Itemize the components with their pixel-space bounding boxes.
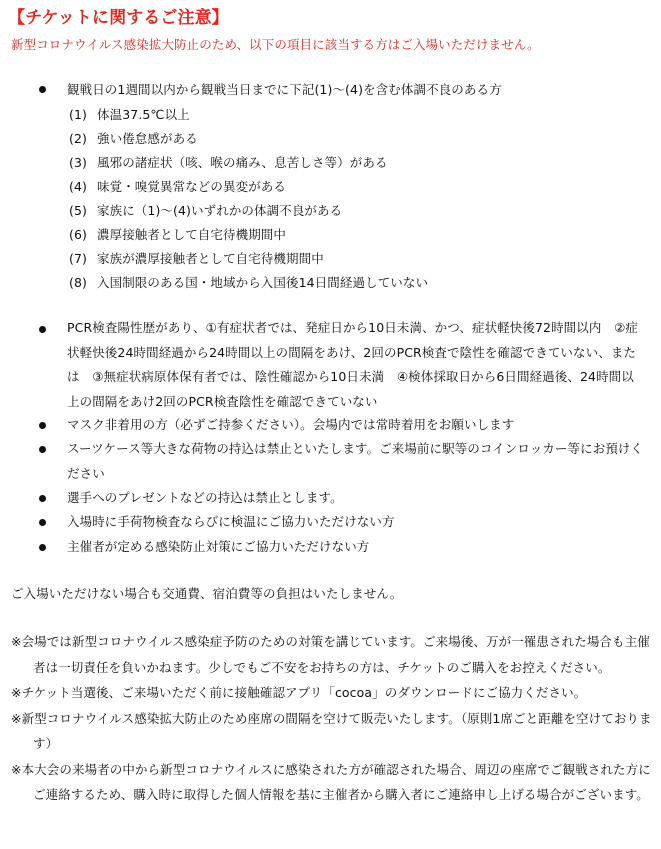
symptom-item bbox=[69, 250, 324, 268]
page-title: 【チケットに関するご注意】 bbox=[8, 8, 229, 28]
prevention-item: 主催者が定める感染防止対策にご協力いただけない方 bbox=[67, 539, 370, 554]
symptom-item bbox=[69, 154, 388, 172]
bullet-icon bbox=[39, 519, 46, 526]
bullet-icon bbox=[39, 326, 46, 333]
notes-list bbox=[11, 629, 656, 808]
symptom-item-number: (3) bbox=[69, 155, 88, 170]
symptom-item-text: 家族が濃厚接触者として自宅待機期間中 bbox=[97, 251, 324, 266]
symptom-intro: 観戦日の1週間以内から観戦当日までに下記(1)～(4)を含む体調不良のある方 bbox=[67, 82, 502, 97]
note-item: ※チケット当選後、ご来場いただく前に接触確認アプリ「cocoa」のダウンロードにご協力ください。 bbox=[11, 685, 587, 700]
bullet-icon bbox=[39, 422, 46, 429]
symptom-item bbox=[69, 202, 342, 220]
symptom-item-text: 家族に（1)～(4)いずれかの体調不良がある bbox=[97, 203, 343, 218]
symptom-item-number: (7) bbox=[69, 251, 88, 266]
symptom-item bbox=[69, 274, 428, 292]
page-subtitle: 新型コロナウイルス感染拡大防止のため、以下の項目に該当する方はご入場いただけません。 bbox=[11, 37, 540, 52]
mask-item: マスク非着用の方（必ずご持参ください）。会場内では常時着用をお願いします bbox=[67, 417, 515, 432]
symptom-item-number: (2) bbox=[69, 131, 88, 146]
symptom-item-text: 強い倦怠感がある bbox=[97, 131, 198, 146]
luggage-item: スーツケース等大きな荷物の持込は禁止といたします。ご来場前に駅等のコインロッカー等にお預けください bbox=[67, 441, 644, 481]
symptom-item bbox=[69, 106, 190, 124]
pcr-history-item: PCR検査陽性歴があり、①有症状者では、発症日から10日未満、かつ、症状軽快後72時間以内 ②症状軽快後24時間経過から24時間以上の間隔をあけ、2回のPCR検査で陰性を確認できていない、または ③無症状病原体保有者では、陰性確認から10日未満 ④検体採取日から6日間経過後、24時間以上の間隔をあけ2回のPCR検査陰性を確認できていない bbox=[67, 320, 638, 409]
symptom-item-text: 入国制限のある国・地域から入国後14日間経過していない bbox=[97, 275, 429, 290]
symptom-item bbox=[69, 226, 286, 244]
symptom-item-number: (4) bbox=[69, 179, 88, 194]
symptom-item-number: (8) bbox=[69, 275, 88, 290]
symptom-item-number: (1) bbox=[69, 107, 88, 122]
note-item: ※会場では新型コロナウイルス感染症予防のための対策を講じています。ご来場後、万が一罹患された場合も主催者は一切責任を負いかねます。少しでもご不安をお持ちの方は、チケットのご購入をお控えください。 bbox=[11, 634, 650, 675]
symptom-item bbox=[69, 178, 286, 196]
bullet-icon bbox=[39, 446, 46, 453]
bullet-icon bbox=[39, 86, 46, 93]
inspection-item: 入場時に手荷物検査ならびに検温にご協力いただけない方 bbox=[67, 514, 395, 529]
symptom-item-number: (6) bbox=[69, 227, 88, 242]
bullet-icon bbox=[39, 544, 46, 551]
note-item: ※新型コロナウイルス感染拡大防止のため座席の間隔を空けて販売いたします。（原則1席ごと距離を空けております） bbox=[11, 710, 652, 751]
note-item: ※本大会の来場者の中から新型コロナウイルスに感染された方が確認された場合、周辺の座席でご観戦された方にご連絡するため、購入時に取得した個人情報を基に主催者から購入者にご連絡申し上げる場合がございます。 bbox=[11, 761, 651, 802]
symptom-item-text: 濃厚接触者として自宅待機期間中 bbox=[97, 227, 287, 242]
gift-item: 選手へのプレゼントなどの持込は禁止とします。 bbox=[67, 490, 343, 505]
no-entry-note: ご入場いただけない場合も交通費、宿泊費等の負担はいたしません。 bbox=[11, 586, 403, 601]
symptom-item bbox=[69, 130, 198, 148]
symptom-item-number: (5) bbox=[69, 203, 88, 218]
bullet-icon bbox=[39, 495, 46, 502]
symptom-item-text: 風邪の諸症状（咳、喉の痛み、息苦しさ等）がある bbox=[97, 155, 388, 170]
symptom-item-text: 味覚・嗅覚異常などの異変がある bbox=[97, 179, 287, 194]
symptom-item-text: 体温37.5℃以上 bbox=[97, 107, 190, 122]
